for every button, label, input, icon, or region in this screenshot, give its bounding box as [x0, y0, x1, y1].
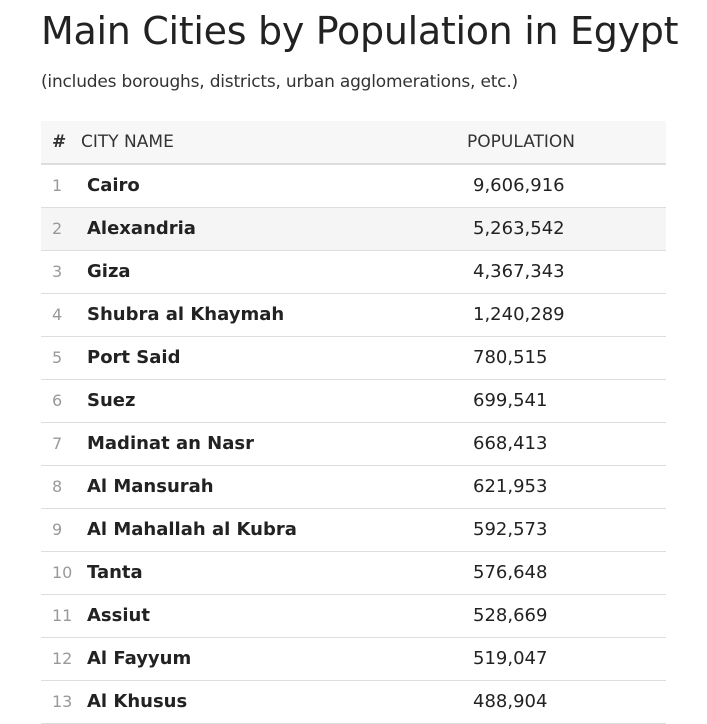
row-city-name: Tanta: [87, 562, 143, 583]
table-header-row: [41, 121, 666, 164]
row-city-name: Al Mahallah al Kubra: [87, 519, 297, 540]
table-row: [41, 379, 666, 422]
row-city-name: Al Fayyum: [87, 648, 192, 669]
table-row: [41, 293, 666, 336]
row-population: 9,606,916: [473, 175, 565, 197]
row-city-name: Madinat an Nasr: [87, 433, 254, 454]
table-row: [41, 551, 666, 594]
table-row: [41, 164, 666, 207]
row-rank: 12: [52, 649, 73, 668]
row-city-name: Assiut: [87, 605, 150, 626]
row-population: 5,263,542: [473, 218, 565, 239]
row-population: 488,904: [473, 691, 548, 712]
table-body: [41, 164, 666, 723]
row-city-name: Suez: [87, 390, 136, 411]
cities-table: [41, 121, 666, 724]
table-row: [41, 207, 666, 250]
row-population: 780,515: [473, 347, 548, 368]
row-rank: 1: [52, 176, 63, 196]
row-rank: 5: [52, 348, 63, 367]
table-row: [41, 250, 666, 293]
row-city-name: Shubra al Khaymah: [87, 304, 285, 325]
row-rank: 2: [52, 219, 63, 238]
row-rank: 11: [52, 606, 73, 625]
row-population: 1,240,289: [473, 304, 565, 325]
table-row: [41, 637, 666, 680]
row-rank: 10: [52, 563, 73, 582]
table-row: [41, 422, 666, 465]
row-rank: 13: [52, 692, 73, 711]
row-city-name: Al Mansurah: [87, 476, 214, 497]
table-row: [41, 508, 666, 551]
row-population: 668,413: [473, 433, 548, 454]
table-row: [41, 680, 666, 723]
row-population: 699,541: [473, 390, 548, 411]
column-header-city-name[interactable]: CITY NAME: [81, 121, 467, 164]
row-city-name: Alexandria: [87, 218, 196, 239]
row-rank: 3: [52, 262, 63, 281]
column-header-population[interactable]: POPULATION: [467, 121, 666, 164]
table-row: [41, 465, 666, 508]
row-population: 528,669: [473, 605, 548, 626]
table-row: [41, 336, 666, 379]
row-population: 576,648: [473, 562, 548, 583]
row-population: 592,573: [473, 519, 548, 540]
row-city-name: Al Khusus: [87, 691, 188, 712]
row-city-name: Giza: [87, 261, 131, 282]
row-population: 621,953: [473, 476, 548, 497]
row-rank: 6: [52, 391, 63, 410]
column-header-rank[interactable]: #: [41, 121, 81, 164]
row-rank: 9: [52, 520, 63, 539]
row-rank: 8: [52, 477, 63, 496]
row-population: 519,047: [473, 648, 548, 669]
row-city-name: Port Said: [87, 347, 181, 368]
table-row: [41, 594, 666, 637]
row-rank: 7: [52, 434, 63, 453]
page-title: Main Cities by Population in Egypt: [41, 9, 679, 53]
row-population: 4,367,343: [473, 261, 565, 282]
table-header: [41, 121, 666, 164]
row-city-name: Cairo: [87, 175, 140, 197]
row-rank: 4: [52, 305, 63, 324]
page-subtitle: (includes boroughs, districts, urban agglomerations, etc.): [41, 72, 518, 92]
